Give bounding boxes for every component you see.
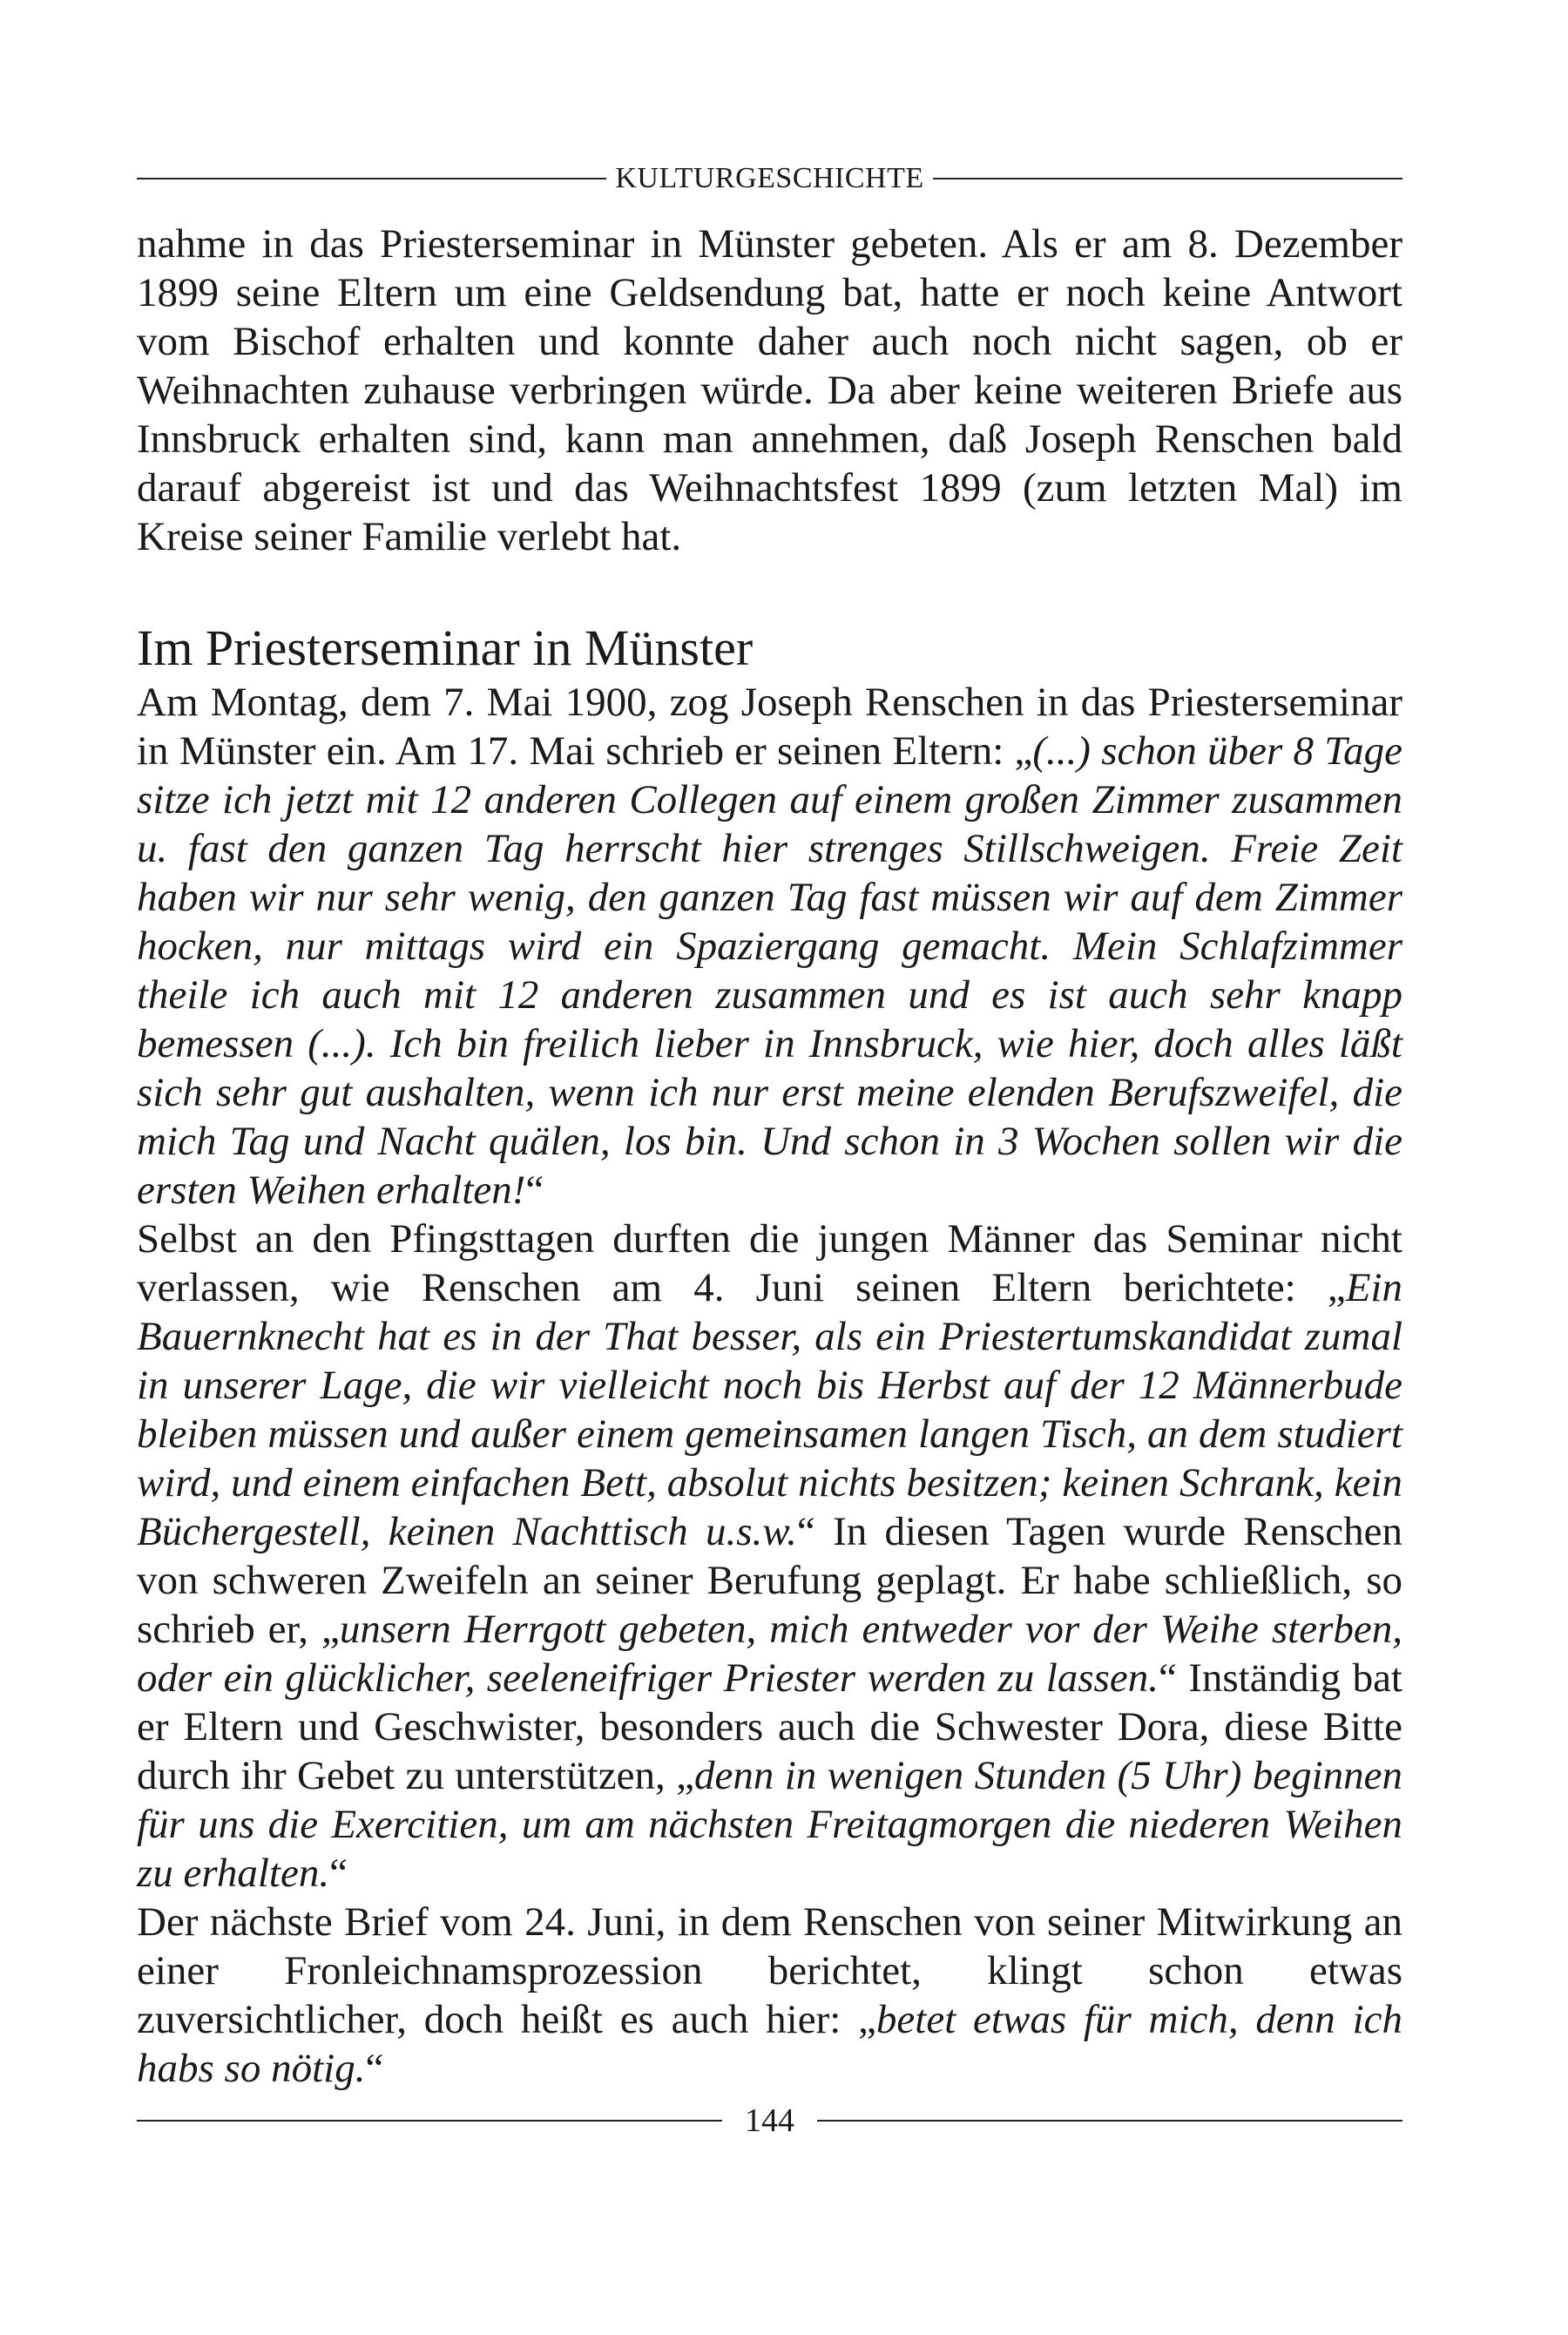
footer-rule-left [137,2120,722,2122]
section-heading: Im Priesterseminar in Münster [137,619,754,676]
paragraph-3-text-4: “ [329,1851,348,1896]
footer-rule-right [817,2120,1402,2122]
paragraph-2-text: Am Montag, dem 7. Mai 1900, zog Joseph Renschen in das Priesterseminar in Münster ein. Am 17. Mai schrieb er seinen Eltern: „ [137,680,1402,774]
running-head-rule-right [933,178,1402,179]
paragraph-4-quote: betet etwas für mich, denn ich habs so nötig. [137,1997,1402,2091]
paragraph-4 [137,1898,1402,2093]
paragraph-1: nahme in das Priesterseminar in Münster gebeten. Als er am 8. Dezember 1899 seine Eltern um eine Geldsendung bat, hatte er noch keine Antwort vom Bischof erhalten und konnte daher auch noch nicht sagen, ob er Weihnachten zuhause verbringen würde. Da aber keine weiteren Briefe aus Innsbruck erhalten sind, kann man annehmen, daß Joseph Renschen bald darauf abgereist ist und das Weihnachtsfest 1899 (zum letzten Mal) im Kreise seiner Familie verlebt hat. [137,221,1402,559]
running-head-rule-left [137,178,606,179]
paragraph-3-text-1: Selbst an den Pfingsttagen durften die jungen Männer das Seminar nicht verlassen, wie Renschen am 4. Juni seinen Eltern berichtete: „ [137,1216,1402,1310]
paragraph-3-text-2: “ In diesen Tagen wurde Renschen von schweren Zweifeln an seiner Berufung geplagt. Er habe schließlich, so schrieb er, „ [137,1509,1402,1652]
paragraph-4-close: “ [365,2046,384,2091]
body-text [137,220,1402,2093]
paragraph-3-quote-1: Ein Bauernknecht hat es in der That besser, als ein Priestertumskandidat zumal in unserer Lage, die wir vielleicht noch bis Herbst auf der 12 Männerbude bleiben müssen und außer einem gemeinsamen langen Tisch, an dem studiert wird, und einem einfachen Bett, absolut nichts besitzen; keinen Schrank, kein Büchergestell, keinen Nachttisch u.s.w. [137,1265,1402,1554]
paragraph-3-quote-2: unsern Herrgott gebeten, mich entweder vor der Weihe sterben, oder ein glücklicher, seeleneifriger Priester werden zu lassen. [137,1607,1402,1701]
paragraph-3-quote-3: denn in wenigen Stunden (5 Uhr) beginnen für uns die Exercitien, um am nächsten Freitagmorgen die niederen Weihen zu erhalten. [137,1753,1402,1896]
running-head-title: KULTURGESCHICHTE [615,162,924,194]
paragraph-4-text: Der nächste Brief vom 24. Juni, in dem Renschen von seiner Mitwirkung an einer Fronleichnamsprozession berichtet, klingt schon etwas zuversichtlicher, doch heißt es auch hier: „ [137,1899,1402,2042]
running-head [137,162,1402,195]
page-number: 144 [745,2102,794,2139]
paragraph-3 [137,1215,1402,1898]
paragraph-2-close: “ [525,1168,544,1213]
paragraph-2-quote: (...) schon über 8 Tage sitze ich jetzt mit 12 anderen Collegen auf einem großen Zimmer zusammen u. fast den ganzen Tag herrscht hier strenges Stillschweigen. Freie Zeit haben wir nur sehr wenig, den ganzen Tag fast müssen wir auf dem Zimmer hocken, nur mittags wird ein Spaziergang gemacht. Mein Schlafzimmer theile ich auch mit 12 anderen zusammen und es ist auch sehr knapp bemessen (...). Ich bin freilich lieber in Innsbruck, wie hier, doch alles läßt sich sehr gut aushalten, wenn ich nur erst meine elenden Berufszweifel, die mich Tag und Nacht quälen, los bin. Und schon in 3 Wochen sollen wir die ersten Weihen erhalten! [137,728,1402,1213]
paragraph-2 [137,678,1402,1215]
paragraph-3-text-3: “ Inständig bat er Eltern und Geschwister, besonders auch die Schwester Dora, diese Bitte durch ihr Gebet zu unterstützen, „ [137,1655,1402,1798]
page-footer [137,2102,1402,2140]
